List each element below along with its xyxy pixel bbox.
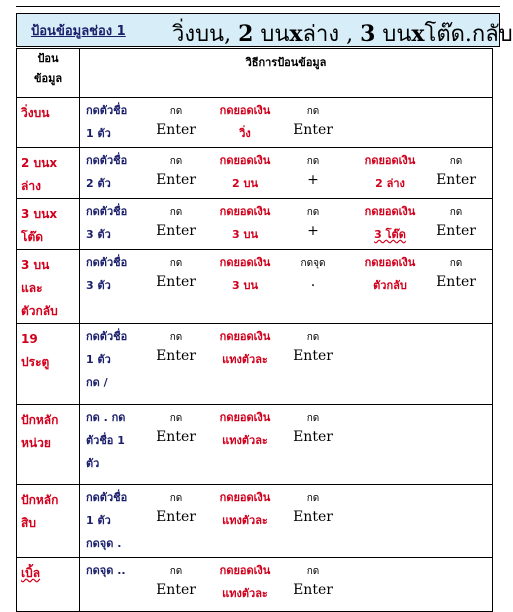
row-name-line: ปักหลัก (21, 413, 59, 427)
press-label: กด (169, 207, 183, 218)
row-method-cell (80, 199, 493, 250)
amount-target: แทงตัวละ (222, 514, 268, 527)
row-name-line: หน่วย (21, 436, 51, 450)
row-name-cell (17, 485, 80, 558)
amount-instruction: กดยอดเงิน (219, 205, 271, 218)
key-instruction: 3 ตัว (86, 228, 111, 241)
header-input-cell: ป้อน ข้อมูล (17, 49, 80, 98)
row-name-line: ปักหลัก (21, 493, 59, 507)
row-name (17, 485, 79, 535)
table-row (17, 250, 493, 324)
row-name-line: ตัวกลับ (21, 304, 58, 318)
press-label: กด (169, 493, 183, 504)
enter-key: Enter (156, 223, 196, 239)
amount-target: 3 โต๊ด (374, 228, 406, 241)
enter-key: Enter (293, 509, 333, 525)
amount-target: แทงตัวละ (222, 353, 268, 366)
row-name-line: ประตู (21, 355, 50, 369)
row-name-line: 19 (21, 332, 38, 346)
amount-instruction: กดยอดเงิน (364, 154, 416, 167)
key-instruction: กดจุด .. (86, 564, 126, 577)
key-instruction: กดตัวชื่อ (86, 330, 128, 343)
key-instruction: กด / (86, 376, 108, 389)
press-label: กด (306, 156, 320, 167)
press-label: กด (169, 332, 183, 343)
press-label: กดจุด (300, 258, 326, 269)
banner-title: วิ่งบน, 2 บนxล่าง , 3 บนxโต๊ด.กลับ (172, 21, 513, 47)
row-name-cell (17, 324, 80, 405)
row-name (17, 199, 79, 249)
amount-target: 2 บน (232, 177, 258, 190)
press-label: กด (306, 413, 320, 424)
header-method-cell: วิธีการป้อนข้อมูล (80, 49, 493, 98)
operator-key: . (310, 274, 316, 290)
key-instruction: กดตัวชื่อ (86, 205, 128, 218)
enter-key: Enter (156, 429, 196, 445)
row-name-line: 2 บนx (21, 156, 58, 170)
enter-key: Enter (156, 172, 196, 188)
key-instruction: 1 ตัว (86, 514, 111, 527)
row-name (17, 558, 79, 585)
press-label: กด (306, 493, 320, 504)
key-instruction: 1 ตัว (86, 127, 111, 140)
press-label: กด (306, 207, 320, 218)
enter-key: Enter (436, 274, 476, 290)
row-name-cell (17, 250, 80, 324)
table-header-row (17, 49, 493, 98)
table-row (17, 148, 493, 199)
row-name (17, 405, 79, 455)
press-label: กด (306, 106, 320, 117)
amount-target: ตัวกลับ (373, 279, 407, 292)
enter-key: Enter (293, 429, 333, 445)
key-instruction: กดจุด . (86, 537, 122, 550)
press-label: กด (169, 106, 183, 117)
key-instruction: กดตัวชื่อ (86, 104, 128, 117)
amount-target: 3 บน (232, 228, 258, 241)
amount-instruction: กดยอดเงิน (219, 564, 271, 577)
row-name (17, 148, 79, 198)
table-row (17, 558, 493, 612)
row-name-cell (17, 98, 80, 148)
row-method-cell (80, 98, 493, 148)
row-method-cell (80, 250, 493, 324)
row-method-cell (80, 405, 493, 485)
amount-target: 2 ล่าง (375, 177, 405, 190)
amount-instruction: กดยอดเงิน (219, 491, 271, 504)
banner-label: ป้อนข้อมูลช่อง 1 (31, 24, 126, 39)
operator-key: + (307, 223, 319, 239)
input-method-table (16, 48, 493, 612)
row-name-cell (17, 405, 80, 485)
key-instruction: ตัว (86, 457, 100, 470)
key-instruction: กดตัวชื่อ (86, 154, 128, 167)
row-method-cell (80, 485, 493, 558)
top-rule (16, 6, 500, 7)
amount-target: แทงตัวละ (222, 587, 268, 600)
row-name-line: โต๊ด (21, 230, 44, 244)
row-name-cell (17, 148, 80, 199)
key-instruction: กดตัวชื่อ (86, 491, 128, 504)
operator-key: + (307, 172, 319, 188)
table-row (17, 405, 493, 485)
press-label: กด (449, 156, 463, 167)
key-instruction: 3 ตัว (86, 279, 111, 292)
enter-key: Enter (156, 509, 196, 525)
row-method-cell (80, 558, 493, 612)
key-instruction: 2 ตัว (86, 177, 111, 190)
enter-key: Enter (156, 348, 196, 364)
key-instruction: ตัวชื่อ 1 (86, 434, 125, 447)
enter-key: Enter (156, 274, 196, 290)
row-name-cell (17, 558, 80, 612)
row-name-line: สิบ (21, 516, 36, 530)
amount-instruction: กดยอดเงิน (219, 330, 271, 343)
enter-key: Enter (293, 348, 333, 364)
amount-instruction: กดยอดเงิน (219, 256, 271, 269)
press-label: กด (169, 156, 183, 167)
amount-instruction: กดยอดเงิน (364, 205, 416, 218)
enter-key: Enter (156, 582, 196, 598)
title-banner (16, 13, 513, 47)
press-label: กด (306, 332, 320, 343)
row-name-line: และ (21, 281, 43, 295)
press-label: กด (306, 566, 320, 577)
amount-target: แทงตัวละ (222, 434, 268, 447)
key-instruction: กดตัวชื่อ (86, 256, 128, 269)
row-name-line: วิ่งบน (21, 106, 50, 120)
press-label: กด (169, 566, 183, 577)
press-label: กด (449, 258, 463, 269)
row-name-cell (17, 199, 80, 250)
key-instruction: กด . กด (86, 411, 126, 424)
table-row (17, 324, 493, 405)
row-name-line: ล่าง (21, 179, 41, 193)
table-row (17, 199, 493, 250)
enter-key: Enter (293, 582, 333, 598)
amount-instruction: กดยอดเงิน (219, 411, 271, 424)
row-name-line: 3 บน (21, 258, 50, 272)
amount-target: วิ่ง (239, 127, 251, 140)
amount-instruction: กดยอดเงิน (219, 104, 271, 117)
enter-key: Enter (156, 122, 196, 138)
amount-instruction: กดยอดเงิน (364, 256, 416, 269)
row-name-line: เบิ้ล (21, 566, 41, 580)
table-row (17, 98, 493, 148)
row-name (17, 324, 79, 374)
press-label: กด (169, 413, 183, 424)
enter-key: Enter (436, 223, 476, 239)
press-label: กด (169, 258, 183, 269)
amount-instruction: กดยอดเงิน (219, 154, 271, 167)
table-row (17, 485, 493, 558)
key-instruction: 1 ตัว (86, 353, 111, 366)
row-name (17, 98, 79, 125)
row-method-cell (80, 148, 493, 199)
enter-key: Enter (293, 122, 333, 138)
press-label: กด (449, 207, 463, 218)
enter-key: Enter (436, 172, 476, 188)
row-name-line: 3 บนx (21, 207, 58, 221)
amount-target: 3 บน (232, 279, 258, 292)
row-method-cell (80, 324, 493, 405)
row-name (17, 250, 79, 323)
